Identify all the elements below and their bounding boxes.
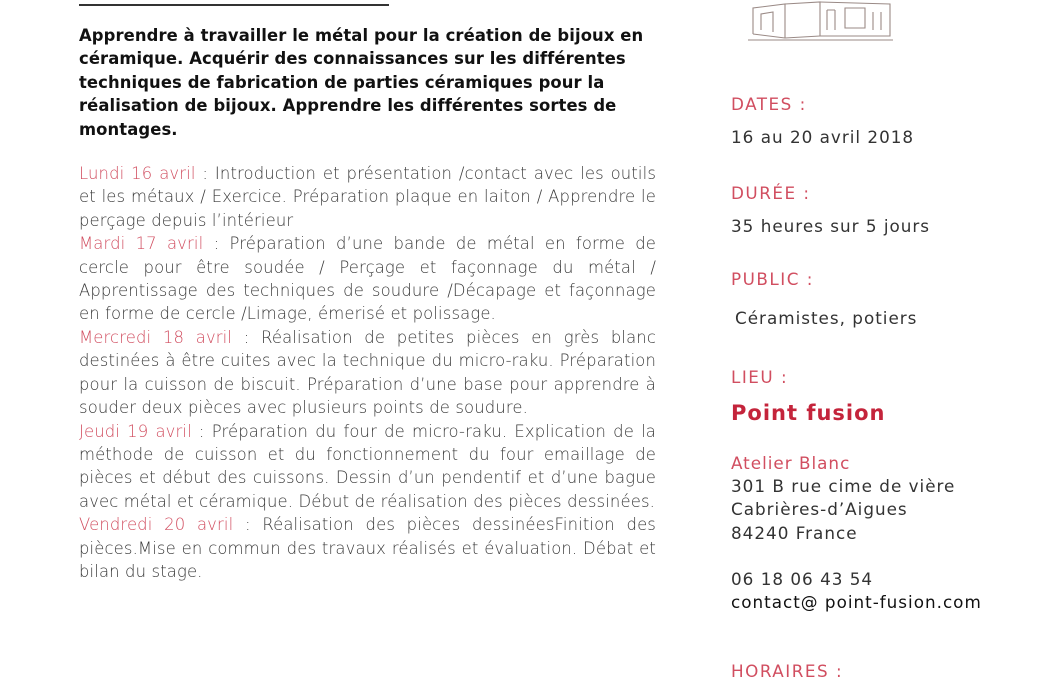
day-description: : Réalisation des pièces dessinéesFinition des pièces.Mise en commun des travaux réalisés et évaluation. Débat et bilan du stage. (79, 515, 656, 581)
public-value: Céramistes, potiers (735, 308, 918, 328)
day-label: Mardi 17 avril (79, 234, 204, 254)
program-item (79, 232, 656, 326)
address-line: 301 B rue cime de vière (731, 476, 956, 496)
duree-label: DURÉE : (731, 183, 811, 203)
horaires-label: HORAIRES : (731, 661, 844, 681)
lieu-label: LIEU : (731, 367, 789, 387)
venue-name: Point fusion (731, 401, 886, 425)
top-divider (79, 0, 389, 6)
address-line: Cabrières-d’Aigues (731, 499, 908, 520)
program-item (79, 420, 656, 514)
day-label: Jeudi 19 avril (79, 421, 192, 441)
day-description: : Préparation d’une bande de métal en forme de cercle pour être soudée / Perçage et façonnage du métal / Apprentissage des techniques de soudure /Décapage et façonnage en forme de cercle /Limage, émerisé et polissage. (79, 234, 657, 324)
phone-number[interactable]: 06 18 06 43 54 (731, 569, 874, 589)
day-label: Vendredi 20 avril (79, 515, 234, 535)
dates-value: 16 au 20 avril 2018 (731, 127, 915, 147)
dates-label: DATES : (731, 94, 807, 114)
duree-value: 35 heures sur 5 jours (731, 216, 931, 236)
public-label: PUBLIC : (731, 269, 814, 289)
email-link[interactable]: contact@ point-fusion.com (731, 592, 982, 612)
day-description: : Réalisation de petites pièces en grès blanc destinées à être cuites avec la technique du micro-raku. Préparation pour la cuisson de biscuit. Préparation d’une base pour apprendre à souder deux pièces avec plusieurs points de soudure. (79, 327, 656, 418)
program-item (79, 326, 656, 420)
program-list (79, 162, 656, 583)
program-item (79, 513, 656, 583)
day-description: : Préparation du four de micro-raku. Explication de la méthode de cuisson et du fonctionnement du four emaillage de pièces et début des cuissons. Dessin d’un pendentif et d’une bague avec métal et céramique. Début de réalisation des pièces dessinées. (79, 421, 657, 511)
address-block (731, 475, 955, 545)
address-line: 84240 France (731, 522, 858, 543)
day-description: : Introduction et présentation /contact avec les outils et les métaux / Exercice. Préparation plaque en laiton / Apprendre le perçage depuis l’intérieur (79, 164, 657, 230)
building-sketch-icon (745, 0, 895, 42)
day-label: Mercredi 18 avril (79, 327, 233, 347)
intro-paragraph: Apprendre à travailler le métal pour la création de bijoux en céramique. Acquérir des connaissances sur les différentes techniques de fabrication de parties céramiques pour la réalisation de bijoux. Apprendre les différentes sortes de montages. (79, 26, 644, 139)
program-item (79, 162, 656, 232)
left-column (79, 24, 656, 583)
day-label: Lundi 16 avril (79, 164, 196, 184)
atelier-name: Atelier Blanc (731, 453, 851, 473)
